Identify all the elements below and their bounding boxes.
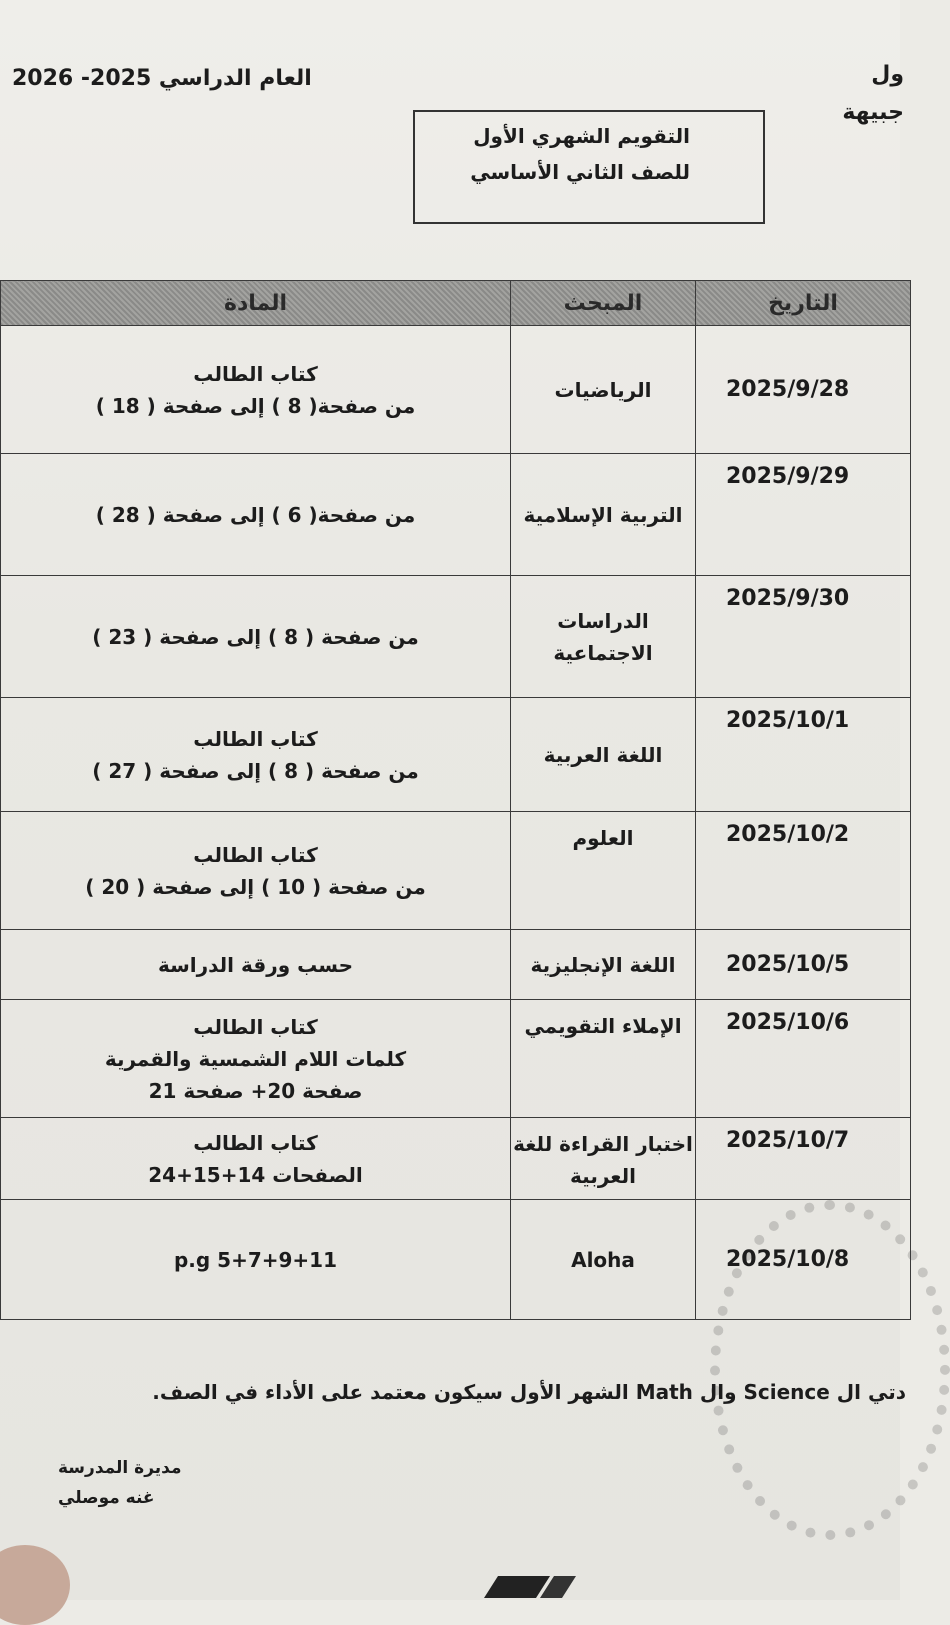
subject-cell: اللغة العربية	[511, 698, 696, 812]
subject-cell: Aloha	[511, 1200, 696, 1320]
school-name-partial-bottom: جبيهة	[842, 100, 904, 125]
signature-title: مديرة المدرسة	[58, 1458, 182, 1478]
material-line: كتاب الطالب	[193, 361, 318, 386]
date-cell: 2025/10/6	[696, 1000, 911, 1118]
footer-note: دتي ال Science وال Math الشهر الأول سيكون معتمد على الأداء في الصف.	[152, 1380, 906, 1404]
date-cell: 2025/10/8	[696, 1200, 911, 1320]
material-line: صفحة 20+ صفحة 21	[148, 1078, 363, 1103]
table-row	[1, 454, 911, 576]
table-row	[1, 576, 911, 698]
subject-cell: التربية الإسلامية	[511, 454, 696, 576]
table-row	[1, 1118, 911, 1200]
table-row	[1, 698, 911, 812]
material-line: من صفحة ( 8 ) إلى صفحة ( 23 )	[92, 624, 419, 649]
material-cell	[1, 698, 511, 812]
date-cell: 2025/10/7	[696, 1118, 911, 1200]
material-cell	[1, 326, 511, 454]
school-logo	[478, 1572, 588, 1600]
material-line: من صفحة ( 10 ) إلى صفحة ( 20 )	[85, 874, 426, 899]
material-line: من صفحة( 8 ) إلى صفحة ( 18 )	[95, 393, 416, 418]
material-line: كتاب الطالب	[193, 726, 318, 751]
date-cell: 2025/10/2	[696, 812, 911, 930]
date-cell: 2025/9/30	[696, 576, 911, 698]
exam-schedule-table	[0, 280, 911, 1320]
table-header-row	[1, 281, 911, 326]
material-cell	[1, 1000, 511, 1118]
signature-name: غنه موصلي	[58, 1488, 155, 1508]
date-cell: 2025/10/1	[696, 698, 911, 812]
subject-cell: العلوم	[511, 812, 696, 930]
subject-cell: اللغة الإنجليزية	[511, 930, 696, 1000]
table-row	[1, 1200, 911, 1320]
material-line: p.g 5+7+9+11	[173, 1247, 338, 1272]
material-cell	[1, 1200, 511, 1320]
calendar-title: التقويم الشهري الأول	[473, 124, 690, 148]
material-line: حسب ورقة الدراسة	[157, 952, 354, 977]
material-line: من صفحة ( 8 ) إلى صفحة ( 27 )	[92, 758, 419, 783]
table-row	[1, 1000, 911, 1118]
academic-year: العام الدراسي 2025- 2026	[12, 66, 312, 91]
table-row	[1, 812, 911, 930]
material-cell	[1, 930, 511, 1000]
subject-cell: اختبار القراءة للغة العربية	[511, 1118, 696, 1200]
material-cell	[1, 454, 511, 576]
subject-cell: الإملاء التقويمي	[511, 1000, 696, 1118]
material-line: الصفحات 14+15+24	[148, 1162, 363, 1187]
table-row	[1, 930, 911, 1000]
school-name-partial-top: ول	[871, 62, 904, 87]
header-material: المادة	[1, 281, 511, 326]
subject-cell: الدراسات الاجتماعية	[511, 576, 696, 698]
header-subject: المبحث	[511, 281, 696, 326]
material-line: كتاب الطالب	[193, 842, 318, 867]
material-cell	[1, 812, 511, 930]
date-cell: 2025/10/5	[696, 930, 911, 1000]
material-cell	[1, 1118, 511, 1200]
material-line: كتاب الطالب	[193, 1014, 318, 1039]
material-line: كتاب الطالب	[193, 1130, 318, 1155]
header-date: التاريخ	[696, 281, 911, 326]
material-line: كلمات اللام الشمسية والقمرية	[104, 1046, 407, 1071]
date-cell: 2025/9/29	[696, 454, 911, 576]
table-row	[1, 326, 911, 454]
grade-title: للصف الثاني الأساسي	[470, 160, 690, 184]
material-line: من صفحة( 6 ) إلى صفحة ( 28 )	[95, 502, 416, 527]
material-cell	[1, 576, 511, 698]
date-cell: 2025/9/28	[696, 326, 911, 454]
subject-cell: الرياضيات	[511, 326, 696, 454]
